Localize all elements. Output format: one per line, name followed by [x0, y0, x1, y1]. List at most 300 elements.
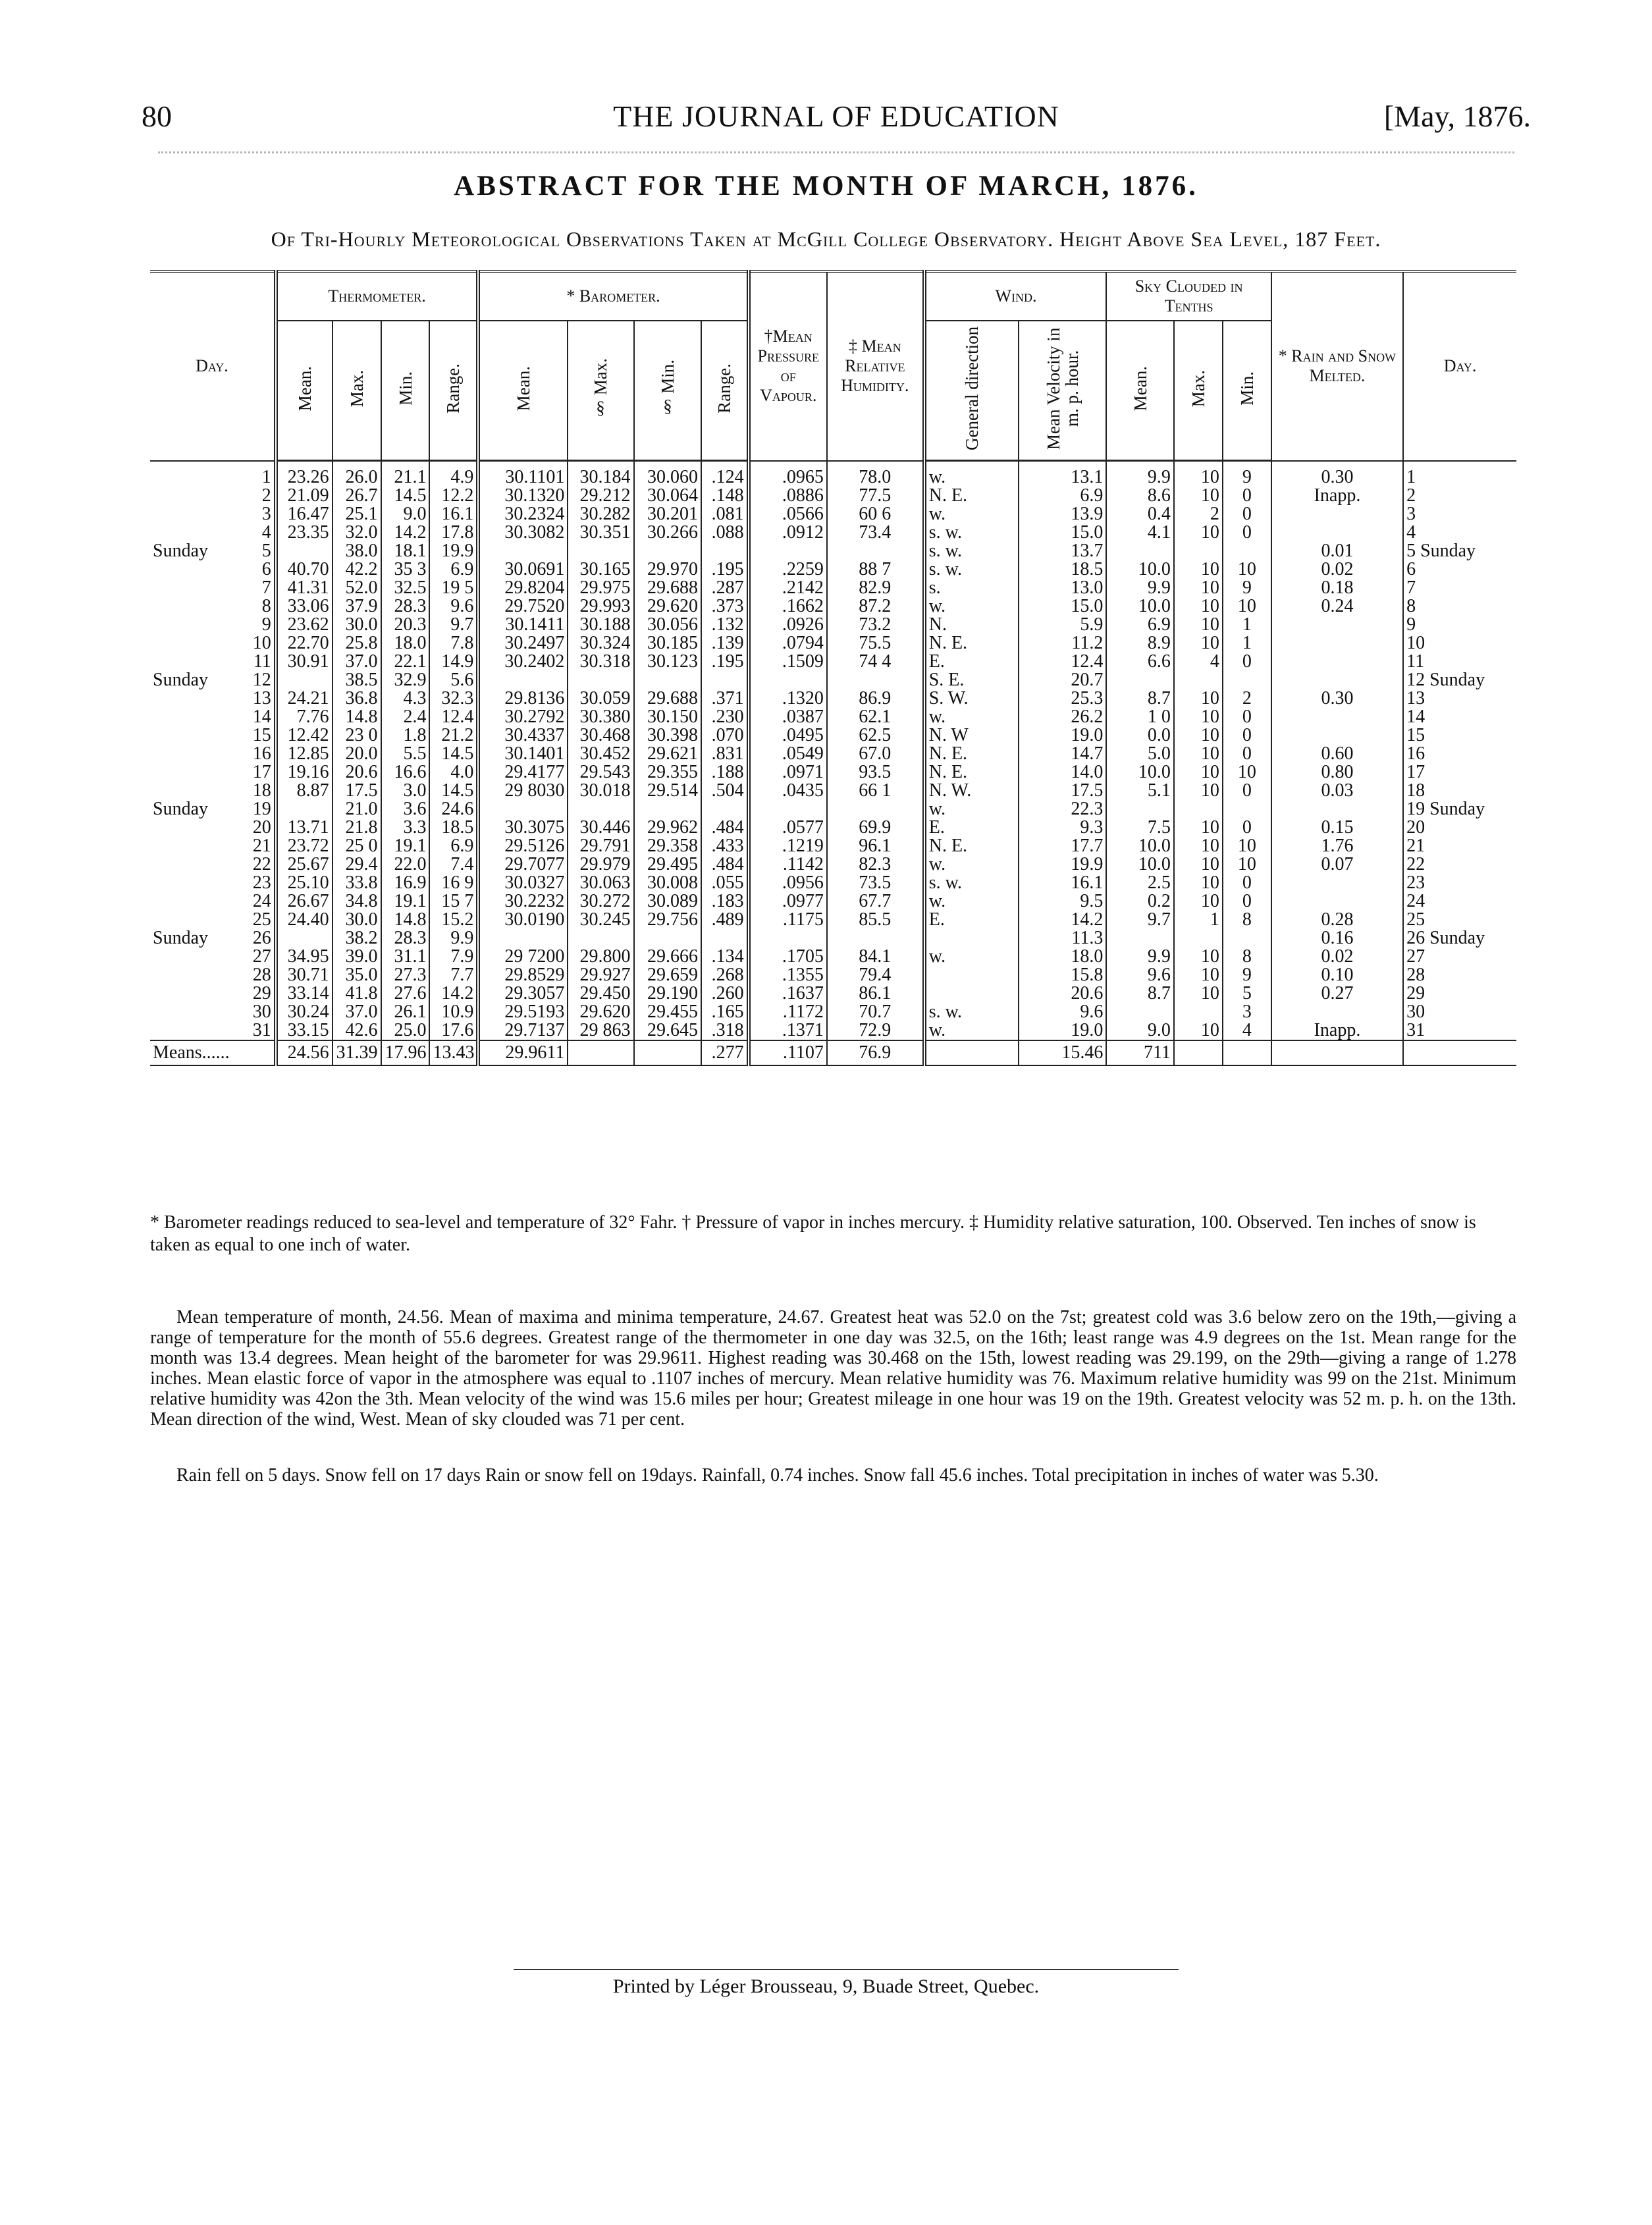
baro-range-cell: [701, 929, 749, 948]
baro-min-cell: 30.123: [634, 653, 702, 671]
sky-max-cell: 10: [1174, 763, 1223, 782]
day-number-cell: 9: [238, 616, 276, 634]
baro-min-cell: [634, 929, 702, 948]
thermo-min-cell: 14.2: [381, 523, 430, 542]
rain-snow-cell: [1271, 634, 1403, 653]
wind-direction-cell: w.: [924, 948, 1019, 966]
wind-direction-header: General direction: [924, 321, 1019, 461]
table-row: [150, 653, 1516, 671]
wind-velocity-cell: 13.7: [1019, 542, 1107, 560]
vapour-pressure-cell: .0965: [749, 461, 827, 487]
vapour-pressure-cell: .0566: [749, 505, 827, 523]
baro-mean-cell: 29.7077: [478, 855, 568, 874]
thermo-range-cell: 6.9: [429, 560, 478, 579]
baro-range-cell: .134: [701, 948, 749, 966]
relative-humidity-cell: 96.1: [827, 837, 924, 855]
sky-min-cell: 1: [1223, 616, 1271, 634]
thermo-min-cell: 21.1: [381, 461, 430, 487]
vapour-pressure-cell: .0956: [749, 874, 827, 892]
thermo-mean-cell: 33.06: [276, 597, 333, 616]
thermo-range-cell: 14.9: [429, 653, 478, 671]
thermo-max-cell: 30.0: [333, 616, 381, 634]
t-mean-header: Mean.: [276, 321, 333, 461]
row-label-cell: [150, 634, 238, 653]
thermo-mean-cell: 40.70: [276, 560, 333, 579]
thermo-min-cell: 31.1: [381, 948, 430, 966]
table-row: [150, 487, 1516, 505]
relative-humidity-cell: 93.5: [827, 763, 924, 782]
wind-velocity-cell: 22.3: [1019, 800, 1107, 818]
day-number-cell: 6: [238, 560, 276, 579]
sky-max-header: Max.: [1174, 321, 1223, 461]
thermo-mean-cell: 33.14: [276, 984, 333, 1003]
day-right-cell: 10: [1406, 634, 1426, 653]
relative-humidity-cell: 86.1: [827, 984, 924, 1003]
thermo-mean-cell: [276, 800, 333, 818]
day-number-cell: 2: [238, 487, 276, 505]
thermo-min-cell: 9.0: [381, 505, 430, 523]
abstract-title: ABSTRACT FOR THE MONTH OF MARCH, 1876.: [454, 171, 1198, 201]
rain-snow-cell: 0.24: [1271, 597, 1403, 616]
baro-max-cell: 29.975: [568, 579, 633, 597]
sky-mean-cell: 9.9: [1106, 579, 1174, 597]
day-right-cell: 22: [1406, 855, 1426, 874]
day-right-cell: 7: [1406, 579, 1416, 597]
baro-range-cell: .373: [701, 597, 749, 616]
vapour-pressure-cell: [749, 542, 827, 560]
sky-max-cell: 10: [1174, 818, 1223, 837]
baro-max-cell: 30.018: [568, 782, 633, 800]
baro-mean-cell: 29.5126: [478, 837, 568, 855]
row-label-cell: [150, 763, 238, 782]
wind-direction-cell: w.: [924, 597, 1019, 616]
thermo-range-cell: 12.4: [429, 708, 478, 726]
thermo-range-cell: 12.2: [429, 487, 478, 505]
baro-min-cell: 30.150: [634, 708, 702, 726]
day-number-cell: 3: [238, 505, 276, 523]
means-rain-empty: [1271, 1040, 1403, 1065]
baro-min-cell: 29.756: [634, 911, 702, 929]
day-right-cell: 25: [1406, 911, 1426, 929]
vapour-pressure-cell: .2142: [749, 579, 827, 597]
vapour-pressure-cell: .1637: [749, 984, 827, 1003]
sky-mean-cell: [1106, 929, 1174, 948]
thermo-range-cell: 9.7: [429, 616, 478, 634]
baro-min-cell: 30.064: [634, 487, 702, 505]
rain-snow-cell: [1271, 800, 1403, 818]
rain-snow-cell: Inapp.: [1271, 487, 1403, 505]
thermo-range-cell: 14.5: [429, 745, 478, 763]
relative-humidity-cell: [827, 671, 924, 689]
sky-mean-cell: 7.5: [1106, 818, 1174, 837]
relative-humidity-cell: 74 4: [827, 653, 924, 671]
table-row: [150, 1003, 1516, 1021]
baro-mean-cell: 30.2497: [478, 634, 568, 653]
sky-min-cell: 4: [1223, 1021, 1271, 1040]
means-t-max: 31.39: [333, 1040, 381, 1065]
baro-min-cell: 29.970: [634, 560, 702, 579]
baro-range-cell: .433: [701, 837, 749, 855]
row-label-cell: Sunday: [153, 542, 208, 560]
sky-min-cell: 10: [1223, 855, 1271, 874]
b-min-header: § Min.: [634, 321, 702, 461]
baro-min-cell: 30.185: [634, 634, 702, 653]
observation-table-wrapper: [150, 270, 1516, 1066]
thermo-range-cell: 7.7: [429, 966, 478, 984]
thermo-min-cell: 27.6: [381, 984, 430, 1003]
vapour-pressure-cell: [749, 671, 827, 689]
baro-max-cell: 30.184: [568, 461, 633, 487]
sky-mean-cell: 2.5: [1106, 874, 1174, 892]
sky-max-cell: 10: [1174, 984, 1223, 1003]
table-row: [150, 929, 1516, 948]
observation-table: [150, 270, 1516, 1066]
thermo-min-cell: 27.3: [381, 966, 430, 984]
thermo-range-cell: 19 5: [429, 579, 478, 597]
sky-min-header: Min.: [1223, 321, 1271, 461]
baro-range-cell: [701, 542, 749, 560]
baro-mean-cell: [478, 671, 568, 689]
thermo-max-cell: 39.0: [333, 948, 381, 966]
sky-mean-cell: 9.9: [1106, 461, 1174, 487]
relative-humidity-cell: 75.5: [827, 634, 924, 653]
sky-max-cell: 10: [1174, 745, 1223, 763]
thermo-range-cell: 24.6: [429, 800, 478, 818]
sky-min-cell: 1: [1223, 634, 1271, 653]
baro-mean-cell: 29.4177: [478, 763, 568, 782]
sky-header: Sky Clouded in Tenths: [1106, 271, 1271, 321]
thermo-mean-cell: 25.10: [276, 874, 333, 892]
thermo-mean-cell: 13.71: [276, 818, 333, 837]
wind-direction-cell: N. E.: [924, 634, 1019, 653]
table-row: [150, 948, 1516, 966]
day-right-cell: 6: [1406, 560, 1416, 579]
thermo-range-cell: 17.6: [429, 1021, 478, 1040]
wind-direction-cell: N. E.: [924, 487, 1019, 505]
baro-min-cell: 29.666: [634, 948, 702, 966]
table-row: [150, 461, 1516, 487]
thermo-min-cell: 22.1: [381, 653, 430, 671]
wind-velocity-cell: 25.3: [1019, 689, 1107, 708]
thermo-max-cell: 23 0: [333, 726, 381, 745]
vapour-pressure-cell: .0926: [749, 616, 827, 634]
sky-mean-cell: 4.1: [1106, 523, 1174, 542]
vapour-pressure-cell: .0549: [749, 745, 827, 763]
sky-min-cell: 0: [1223, 818, 1271, 837]
sky-max-cell: 10: [1174, 855, 1223, 874]
wind-direction-cell: s. w.: [924, 874, 1019, 892]
rain-snow-cell: 0.01: [1271, 542, 1403, 560]
day-number-cell: 15: [238, 726, 276, 745]
baro-min-cell: [634, 671, 702, 689]
sky-mean-cell: 1 0: [1106, 708, 1174, 726]
thermo-max-cell: 38.0: [333, 542, 381, 560]
wind-velocity-cell: 13.1: [1019, 461, 1107, 487]
sky-max-cell: 10: [1174, 874, 1223, 892]
day-number-cell: 4: [238, 523, 276, 542]
wind-velocity-cell: 11.2: [1019, 634, 1107, 653]
means-t-mean: 24.56: [276, 1040, 333, 1065]
vapour-pressure-cell: .1320: [749, 689, 827, 708]
table-row: [150, 818, 1516, 837]
thermo-mean-cell: 23.62: [276, 616, 333, 634]
day-right-header: Day.: [1403, 271, 1516, 461]
sky-mean-cell: 6.6: [1106, 653, 1174, 671]
baro-max-cell: 30.452: [568, 745, 633, 763]
sky-mean-header: Mean.: [1106, 321, 1174, 461]
baro-mean-cell: 30.2232: [478, 892, 568, 911]
table-row: [150, 837, 1516, 855]
thermo-max-cell: 25.1: [333, 505, 381, 523]
thermo-mean-cell: 26.67: [276, 892, 333, 911]
thermo-min-cell: 35 3: [381, 560, 430, 579]
table-row: [150, 523, 1516, 542]
baro-range-cell: .484: [701, 855, 749, 874]
vapour-pressure-cell: .0971: [749, 763, 827, 782]
thermo-min-cell: 28.3: [381, 929, 430, 948]
baro-range-cell: .504: [701, 782, 749, 800]
thermo-range-cell: 9.6: [429, 597, 478, 616]
thermo-min-cell: 20.3: [381, 616, 430, 634]
sky-max-cell: 10: [1174, 837, 1223, 855]
sky-max-cell: [1174, 929, 1223, 948]
day-number-cell: 24: [238, 892, 276, 911]
baro-range-cell: [701, 800, 749, 818]
rain-snow-cell: [1271, 1003, 1403, 1021]
baro-range-cell: .148: [701, 487, 749, 505]
baro-max-cell: 30.165: [568, 560, 633, 579]
row-label-cell: [150, 966, 238, 984]
wind-velocity-cell: 17.7: [1019, 837, 1107, 855]
means-b-min-empty: [634, 1040, 702, 1065]
means-sky-max-empty: [1174, 1040, 1223, 1065]
row-label-cell: [150, 782, 238, 800]
row-label-cell: [150, 745, 238, 763]
sky-min-cell: 0: [1223, 505, 1271, 523]
sky-min-cell: 0: [1223, 708, 1271, 726]
sky-max-cell: 10: [1174, 689, 1223, 708]
baro-max-cell: 29 863: [568, 1021, 633, 1040]
thermo-range-cell: 16.1: [429, 505, 478, 523]
wind-direction-cell: N.: [924, 616, 1019, 634]
sky-min-cell: 10: [1223, 597, 1271, 616]
sky-mean-cell: 8.9: [1106, 634, 1174, 653]
means-wind-dir-empty: [924, 1040, 1019, 1065]
wind-velocity-cell: 6.9: [1019, 487, 1107, 505]
thermo-mean-cell: 12.42: [276, 726, 333, 745]
row-label-cell: [150, 818, 238, 837]
rain-snow-cell: [1271, 726, 1403, 745]
baro-range-cell: .268: [701, 966, 749, 984]
thermo-min-cell: 25.0: [381, 1021, 430, 1040]
baro-min-cell: 30.008: [634, 874, 702, 892]
sky-min-cell: 0: [1223, 892, 1271, 911]
day-number-cell: 27: [238, 948, 276, 966]
sky-max-cell: 10: [1174, 523, 1223, 542]
baro-min-cell: 29.688: [634, 689, 702, 708]
rain-snow-cell: [1271, 653, 1403, 671]
row-label-cell: [150, 689, 238, 708]
rain-snow-cell: 0.03: [1271, 782, 1403, 800]
day-number-cell: 11: [238, 653, 276, 671]
relative-humidity-cell: [827, 929, 924, 948]
thermo-range-cell: 10.9: [429, 1003, 478, 1021]
baro-min-cell: [634, 542, 702, 560]
day-number-cell: 28: [238, 966, 276, 984]
means-humidity: 76.9: [827, 1040, 924, 1065]
day-right-cell: 18: [1406, 782, 1426, 800]
thermo-range-cell: 15 7: [429, 892, 478, 911]
thermo-mean-cell: 33.15: [276, 1021, 333, 1040]
thermo-max-cell: 30.0: [333, 911, 381, 929]
baro-min-cell: 29.659: [634, 966, 702, 984]
rain-snow-cell: 0.27: [1271, 984, 1403, 1003]
sky-mean-cell: [1106, 800, 1174, 818]
thermo-min-cell: 2.4: [381, 708, 430, 726]
sky-max-cell: [1174, 671, 1223, 689]
wind-direction-cell: N. E.: [924, 837, 1019, 855]
vapour-header: †Mean Pressure of Vapour.: [749, 271, 827, 461]
sky-min-cell: 0: [1223, 653, 1271, 671]
thermo-max-cell: 33.8: [333, 874, 381, 892]
baro-max-cell: 30.282: [568, 505, 633, 523]
sky-max-cell: 10: [1174, 616, 1223, 634]
means-sky-mean: 711: [1106, 1040, 1174, 1065]
row-label-cell: [150, 892, 238, 911]
thermo-mean-cell: 30.71: [276, 966, 333, 984]
wind-velocity-cell: 12.4: [1019, 653, 1107, 671]
page-number: 80: [142, 99, 172, 133]
wind-velocity-cell: 16.1: [1019, 874, 1107, 892]
thermo-min-cell: 16.9: [381, 874, 430, 892]
wind-direction-cell: s. w.: [924, 560, 1019, 579]
thermo-range-cell: 4.9: [429, 461, 478, 487]
sky-max-cell: 10: [1174, 579, 1223, 597]
vapour-pressure-cell: .1172: [749, 1003, 827, 1021]
relative-humidity-cell: 62.5: [827, 726, 924, 745]
relative-humidity-cell: 82.9: [827, 579, 924, 597]
thermo-max-cell: 26.0: [333, 461, 381, 487]
sky-mean-cell: 10.0: [1106, 837, 1174, 855]
vapour-pressure-cell: .0794: [749, 634, 827, 653]
table-footnote: * Barometer readings reduced to sea-level and temperature of 32° Fahr. † Pressure of vapor in inches mercury. ‡ Humidity relative saturation, 100. Observed. Ten inches of snow is taken as equal to one inch of water.: [150, 1212, 1476, 1255]
day-right-cell: 19 Sunday: [1406, 800, 1485, 818]
monthly-summary: Mean temperature of month, 24.56. Mean of maxima and minima temperature, 24.67. Greatest heat was 52.0 on the 7st; greatest cold was 3.6 below zero on the 19th,—giving a range of temperature for the month of 55.6 degrees. Greatest range of the thermometer in one day was 32.5, on the 16th; least range was 4.9 degrees on the 1st. Mean range for the month was 13.4 degrees. Mean height of the barometer for was 29.9611. Highest reading was 30.468 on the 15th, lowest reading was 29.199, on the 29th—giving a range of 1.278 inches. Mean elastic force of vapor in the atmosphere was equal to .1107 inches of mercury. Mean relative humidity was 76. Maximum relative humidity was 99 on the 21st. Minimum relative humidity was 42on the 3th. Mean velocity of the wind was 15.6 miles per hour; Greatest mileage in one hour was 19 on the 19th. Greatest velocity was 52 m. p. h. on the 13th. Mean direction of the wind, West. Mean of sky clouded was 71 per cent.: [150, 1307, 1516, 1430]
sky-mean-cell: 8.6: [1106, 487, 1174, 505]
means-wind-velocity: 15.46: [1019, 1040, 1107, 1065]
thermo-min-cell: 3.3: [381, 818, 430, 837]
table-row: [150, 634, 1516, 653]
row-label-cell: [150, 523, 238, 542]
table-row: [150, 763, 1516, 782]
wind-direction-cell: [924, 929, 1019, 948]
sky-mean-cell: 9.6: [1106, 966, 1174, 984]
baro-mean-cell: 29.8136: [478, 689, 568, 708]
day-right-cell: 23: [1406, 874, 1426, 892]
day-right-cell: 2: [1406, 487, 1416, 505]
table-row: [150, 726, 1516, 745]
sky-min-cell: [1223, 929, 1271, 948]
row-label-cell: [150, 948, 238, 966]
thermo-range-cell: 7.8: [429, 634, 478, 653]
baro-range-cell: .489: [701, 911, 749, 929]
sky-min-cell: 0: [1223, 523, 1271, 542]
sky-min-cell: 9: [1223, 579, 1271, 597]
wind-direction-cell: w.: [924, 708, 1019, 726]
thermo-min-cell: 14.5: [381, 487, 430, 505]
day-right-cell: 24: [1406, 892, 1426, 911]
wind-velocity-cell: 19.0: [1019, 1021, 1107, 1040]
thermo-max-cell: 42.2: [333, 560, 381, 579]
wind-direction-cell: N. E.: [924, 763, 1019, 782]
relative-humidity-cell: 82.3: [827, 855, 924, 874]
sky-min-cell: 3: [1223, 1003, 1271, 1021]
rain-snow-cell: [1271, 616, 1403, 634]
sky-min-cell: 8: [1223, 911, 1271, 929]
thermo-mean-cell: 34.95: [276, 948, 333, 966]
baro-mean-cell: 30.4337: [478, 726, 568, 745]
means-section: [150, 1040, 1516, 1065]
thermo-range-cell: 21.2: [429, 726, 478, 745]
day-number-cell: 18: [238, 782, 276, 800]
baro-min-cell: 29.355: [634, 763, 702, 782]
t-min-header: Min.: [381, 321, 430, 461]
relative-humidity-cell: 60 6: [827, 505, 924, 523]
thermo-mean-cell: [276, 929, 333, 948]
wind-direction-cell: S. E.: [924, 671, 1019, 689]
day-right-cell: 15: [1406, 726, 1426, 745]
sky-mean-cell: 6.9: [1106, 616, 1174, 634]
sky-max-cell: 10: [1174, 948, 1223, 966]
vapour-pressure-cell: .1662: [749, 597, 827, 616]
row-label-cell: [150, 837, 238, 855]
wind-velocity-cell: 19.9: [1019, 855, 1107, 874]
wind-velocity-header: Mean Velocity in m. p. hour.: [1019, 321, 1107, 461]
relative-humidity-cell: 77.5: [827, 487, 924, 505]
thermo-max-cell: 35.0: [333, 966, 381, 984]
thermo-mean-cell: 23.26: [276, 461, 333, 487]
sky-min-cell: 9: [1223, 966, 1271, 984]
baro-max-cell: 30.468: [568, 726, 633, 745]
row-label-cell: Sunday: [153, 929, 208, 948]
row-label-cell: Sunday: [153, 671, 208, 689]
day-right-cell: 27: [1406, 948, 1426, 966]
baro-mean-cell: 29 8030: [478, 782, 568, 800]
baro-max-cell: 29.791: [568, 837, 633, 855]
sky-max-cell: 2: [1174, 505, 1223, 523]
vapour-pressure-cell: .0977: [749, 892, 827, 911]
thermo-mean-cell: 30.24: [276, 1003, 333, 1021]
baro-max-cell: 29.450: [568, 984, 633, 1003]
thermo-range-cell: 6.9: [429, 837, 478, 855]
issue-date: [May, 1876.: [1383, 99, 1531, 133]
thermo-max-cell: 25.8: [333, 634, 381, 653]
row-label-cell: [150, 597, 238, 616]
baro-range-cell: .287: [701, 579, 749, 597]
wind-direction-cell: s. w.: [924, 523, 1019, 542]
vapour-pressure-cell: .0387: [749, 708, 827, 726]
thermo-max-cell: 36.8: [333, 689, 381, 708]
day-right-cell: 14: [1406, 708, 1426, 726]
table-row: [150, 874, 1516, 892]
sky-min-cell: 0: [1223, 745, 1271, 763]
baro-max-cell: 30.446: [568, 818, 633, 837]
thermo-mean-cell: 21.09: [276, 487, 333, 505]
sky-mean-cell: 5.0: [1106, 745, 1174, 763]
relative-humidity-cell: 72.9: [827, 1021, 924, 1040]
wind-direction-cell: w.: [924, 461, 1019, 487]
sky-max-cell: 4: [1174, 653, 1223, 671]
